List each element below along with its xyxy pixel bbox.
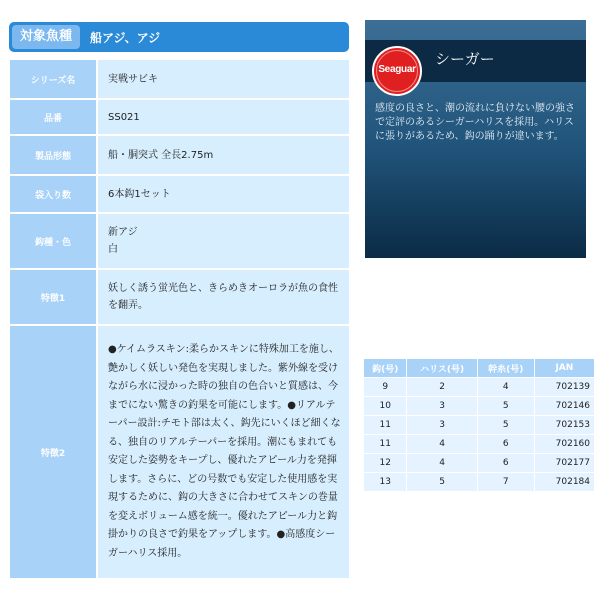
- size-row: [364, 416, 594, 434]
- spec-table: [10, 58, 349, 580]
- spec-value: 実戦サビキ: [98, 60, 349, 98]
- cell-mainline: 4: [478, 378, 534, 396]
- cell-hook: 13: [364, 473, 406, 491]
- col-jan: JAN: [535, 359, 594, 377]
- spec-label: 品番: [10, 100, 98, 134]
- spec-value: 6本鈎1セット: [98, 176, 349, 212]
- cell-jan: 702177: [535, 454, 594, 472]
- cell-leader: 4: [407, 435, 476, 453]
- cell-leader: 2: [407, 378, 476, 396]
- cell-leader: 4: [407, 454, 476, 472]
- cell-jan: 702153: [535, 416, 594, 434]
- cell-hook: 9: [364, 378, 406, 396]
- cell-mainline: 5: [478, 397, 534, 415]
- spec-row-form: [10, 136, 349, 174]
- size-row: [364, 454, 594, 472]
- seaguar-logo: [372, 46, 422, 96]
- spec-row-series: [10, 60, 349, 98]
- target-fish-tag: 対象魚種: [12, 25, 80, 49]
- cell-leader: 3: [407, 416, 476, 434]
- spec-value: [98, 214, 349, 268]
- spec-row-hook-type: [10, 214, 349, 268]
- hook-type-line: 新アジ: [108, 227, 138, 238]
- spec-value: 船・胴突式 全長2.75m: [98, 136, 349, 174]
- spec-value: ●ケイムラスキン:柔らかスキンに特殊加工を施し、艶かしく妖しい発色を実現しました。紫外線を受けながら水に浸かった時の独自の色合いと質感は、今までにない驚きの釣果を可能にします。●リアルテーパー設計:チモト部は太く、鈎先にいくほど細くなる、独自のリアルテーパーを採用。潮にもまれても安定した姿勢をキープし、優れたアピール力を発揮します。さらに、どの号数でも安定した使用感を実現するために、鈎の大きさに合わせてスキンの巻量を変えボリューム感を統一。優れたアピール力と鈎掛かりの良さで釣果をアップします。●高感度シーガーハリス採用。: [98, 326, 349, 578]
- cell-hook: 11: [364, 416, 406, 434]
- cell-jan: 702146: [535, 397, 594, 415]
- size-row: [364, 473, 594, 491]
- spec-label: シリーズ名: [10, 60, 98, 98]
- cell-jan: 702184: [535, 473, 594, 491]
- size-row: [364, 378, 594, 396]
- col-hook: 鈎(号): [364, 359, 406, 377]
- cell-jan: 702160: [535, 435, 594, 453]
- seaguar-name: シーガー: [435, 50, 495, 68]
- cell-leader: 3: [407, 397, 476, 415]
- seaguar-panel: [365, 20, 586, 258]
- cell-mainline: 6: [478, 454, 534, 472]
- cell-hook: 12: [364, 454, 406, 472]
- seaguar-logo-text: Seaguar: [378, 64, 416, 75]
- size-header-row: [364, 359, 594, 377]
- col-mainline: 幹糸(号): [478, 359, 534, 377]
- spec-label: 特徴2: [10, 326, 98, 578]
- size-row: [364, 397, 594, 415]
- target-fish-header: [9, 22, 349, 52]
- cell-leader: 5: [407, 473, 476, 491]
- col-leader: ハリス(号): [407, 359, 476, 377]
- spec-label: 製品形態: [10, 136, 98, 174]
- hook-color-line: 白: [108, 244, 118, 255]
- spec-row-product-code: [10, 100, 349, 134]
- cell-mainline: 6: [478, 435, 534, 453]
- size-row: [364, 435, 594, 453]
- spec-row-feature2: [10, 326, 349, 578]
- spec-label: 特徴1: [10, 270, 98, 324]
- seaguar-description: 感度の良さと、潮の流れに負けない腰の強さで定評のあるシーガーハリスを採用。ハリスに張りがあるため、鈎の踊りが違います。: [375, 103, 575, 142]
- size-table: [363, 358, 595, 492]
- spec-value: SS021: [98, 100, 349, 134]
- spec-row-quantity: [10, 176, 349, 212]
- cell-hook: 10: [364, 397, 406, 415]
- target-fish-value: 船アジ、アジ: [90, 30, 161, 45]
- spec-label: 鈎種・色: [10, 214, 98, 268]
- cell-jan: 702139: [535, 378, 594, 396]
- spec-value: 妖しく誘う蛍光色と、きらめきオーロラが魚の食性を翻弄。: [98, 270, 349, 324]
- cell-hook: 11: [364, 435, 406, 453]
- cell-mainline: 7: [478, 473, 534, 491]
- spec-row-feature1: [10, 270, 349, 324]
- spec-label: 袋入り数: [10, 176, 98, 212]
- cell-mainline: 5: [478, 416, 534, 434]
